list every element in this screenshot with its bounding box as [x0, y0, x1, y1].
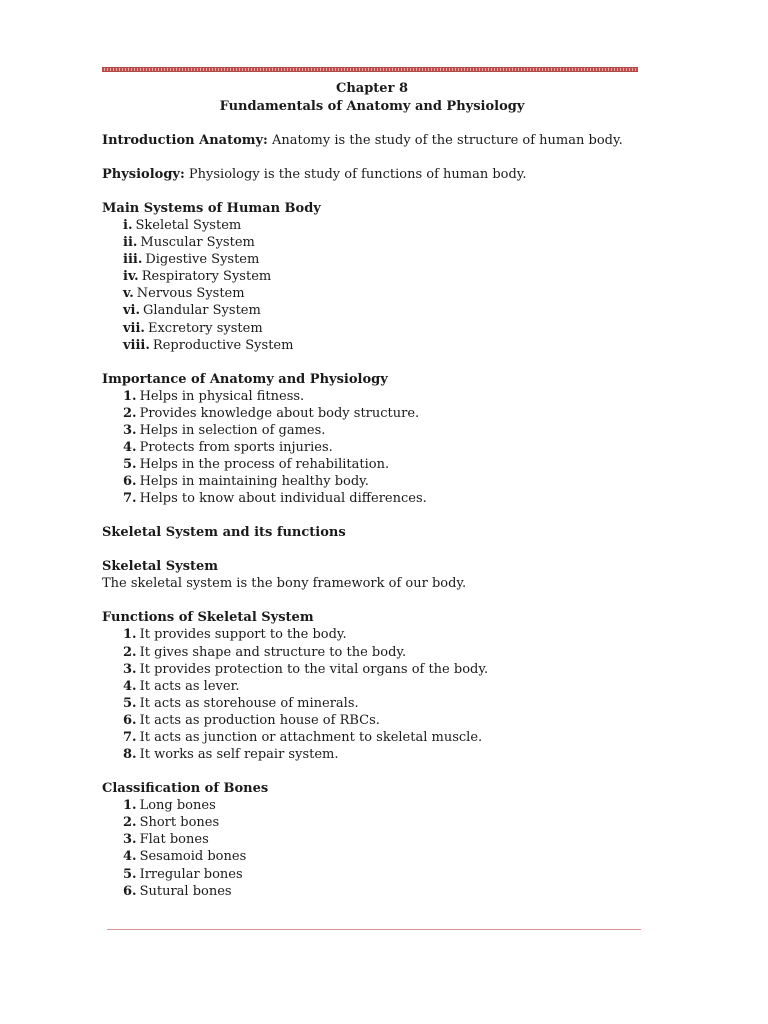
list-item — [123, 456, 642, 473]
list-item-marker: 5. — [123, 866, 137, 882]
list-item-text: Skeletal System — [135, 218, 242, 233]
list-item-marker: 7. — [123, 729, 137, 745]
list-item-marker: 1. — [123, 798, 137, 814]
list-item-text: Nervous System — [136, 286, 245, 302]
list-item-text: It acts as lever. — [139, 678, 240, 694]
list-item-text: Provides knowledge about body structure. — [139, 405, 420, 421]
intro-label: Introduction Anatomy: — [102, 133, 268, 148]
list-item-marker: 1. — [123, 627, 137, 643]
list-item-text: Helps in selection of games. — [139, 422, 326, 438]
list-item-text: Sutural bones — [139, 883, 232, 899]
classification-list — [102, 797, 642, 900]
main-systems-heading: Main Systems of Human Body — [102, 201, 321, 216]
list-item — [123, 644, 642, 661]
document-body — [102, 80, 642, 900]
list-item-marker: 3. — [123, 832, 137, 848]
list-item-marker: viii. — [123, 337, 150, 353]
list-item-marker: 3. — [123, 661, 137, 677]
list-item — [123, 439, 642, 456]
list-item-text: Reproductive System — [152, 337, 294, 353]
importance-list — [102, 388, 642, 508]
list-item-marker: 2. — [123, 644, 137, 660]
list-item-text: Helps in physical fitness. — [139, 388, 305, 404]
list-item-text: Excretory system — [147, 320, 263, 336]
list-item-text: Irregular bones — [139, 866, 243, 882]
functions-list — [102, 626, 642, 763]
list-item — [123, 473, 642, 490]
list-item-marker: iv. — [123, 269, 139, 285]
list-item-text: It works as self repair system. — [139, 747, 339, 763]
physiology-paragraph — [102, 166, 642, 183]
list-item-text: It acts as production house of RBCs. — [139, 712, 380, 728]
list-item-text: It acts as junction or attachment to skeletal muscle. — [139, 729, 483, 745]
physiology-label: Physiology: — [102, 167, 185, 182]
list-item — [123, 729, 642, 746]
list-item-marker: ii. — [123, 235, 138, 251]
list-item — [123, 285, 642, 302]
list-item-marker: iii. — [123, 252, 143, 268]
list-item-marker: 5. — [123, 695, 137, 711]
list-item — [123, 405, 642, 422]
list-item — [123, 337, 642, 354]
list-item-marker: vi. — [123, 303, 141, 319]
list-item-text: It provides support to the body. — [139, 627, 347, 643]
list-item-marker: 1. — [123, 388, 137, 404]
skeletal-system-heading: Skeletal System — [102, 559, 219, 575]
importance-heading: Importance of Anatomy and Physiology — [102, 371, 388, 387]
header-rule — [102, 67, 638, 72]
list-item-text: Helps in the process of rehabilitation. — [139, 457, 390, 473]
list-item — [123, 814, 642, 831]
list-item-marker: 6. — [123, 883, 137, 899]
list-item — [123, 797, 642, 814]
list-item-marker: 6. — [123, 474, 137, 490]
list-item — [123, 422, 642, 439]
list-item — [123, 626, 642, 643]
chapter-title: Fundamentals of Anatomy and Physiology — [219, 98, 525, 114]
list-item — [123, 746, 642, 763]
list-item — [123, 866, 642, 883]
list-item-text: Sesamoid bones — [139, 849, 247, 865]
list-item-text: It provides protection to the vital organs of the body. — [139, 661, 489, 677]
list-item — [123, 490, 642, 507]
intro-paragraph — [102, 132, 642, 149]
list-item-marker: 7. — [123, 491, 137, 507]
list-item-text: It gives shape and structure to the body. — [139, 644, 407, 660]
list-item-marker: 4. — [123, 678, 137, 694]
chapter-number: Chapter 8 — [335, 81, 408, 96]
list-item — [123, 695, 642, 712]
list-item-text: Muscular System — [140, 235, 255, 251]
list-item-text: Flat bones — [139, 832, 209, 848]
list-item — [123, 268, 642, 285]
list-item — [123, 302, 642, 319]
list-item — [123, 234, 642, 251]
list-item-marker: 2. — [123, 815, 137, 831]
intro-text: Anatomy is the study of the structure of human body. — [267, 133, 623, 148]
list-item-marker: v. — [123, 286, 134, 302]
list-item-marker: 4. — [123, 849, 137, 865]
list-item-text: It acts as storehouse of minerals. — [139, 695, 359, 711]
list-item — [123, 251, 642, 268]
list-item-marker: 2. — [123, 405, 137, 421]
list-item-text: Long bones — [139, 798, 216, 814]
skeletal-section-heading: Skeletal System and its functions — [102, 525, 346, 541]
functions-heading: Functions of Skeletal System — [102, 610, 314, 626]
list-item-text: Helps to know about individual differences. — [139, 491, 427, 507]
list-item-text: Short bones — [139, 815, 220, 831]
list-item — [123, 661, 642, 678]
list-item-text: Respiratory System — [141, 269, 272, 285]
list-item — [123, 712, 642, 729]
classification-heading: Classification of Bones — [102, 781, 269, 797]
list-item — [123, 831, 642, 848]
list-item-marker: 3. — [123, 422, 137, 438]
list-item-text: Digestive System — [145, 252, 260, 268]
footer-rule — [107, 929, 641, 930]
physiology-text: Physiology is the study of functions of human body. — [184, 167, 527, 182]
list-item — [123, 678, 642, 695]
list-item-text: Protects from sports injuries. — [139, 440, 333, 456]
main-systems-list — [102, 217, 642, 354]
list-item — [123, 388, 642, 405]
list-item-text: Glandular System — [143, 303, 261, 319]
list-item — [123, 217, 642, 234]
list-item — [123, 848, 642, 865]
list-item-marker: 6. — [123, 712, 137, 728]
list-item-marker: i. — [123, 218, 133, 233]
list-item — [123, 320, 642, 337]
list-item-text: Helps in maintaining healthy body. — [139, 474, 369, 490]
skeletal-system-definition: The skeletal system is the bony framework of our body. — [102, 576, 467, 592]
list-item-marker: 5. — [123, 457, 137, 473]
list-item-marker: 4. — [123, 440, 137, 456]
list-item-marker: vii. — [123, 320, 145, 336]
list-item — [123, 883, 642, 900]
list-item-marker: 8. — [123, 747, 137, 763]
